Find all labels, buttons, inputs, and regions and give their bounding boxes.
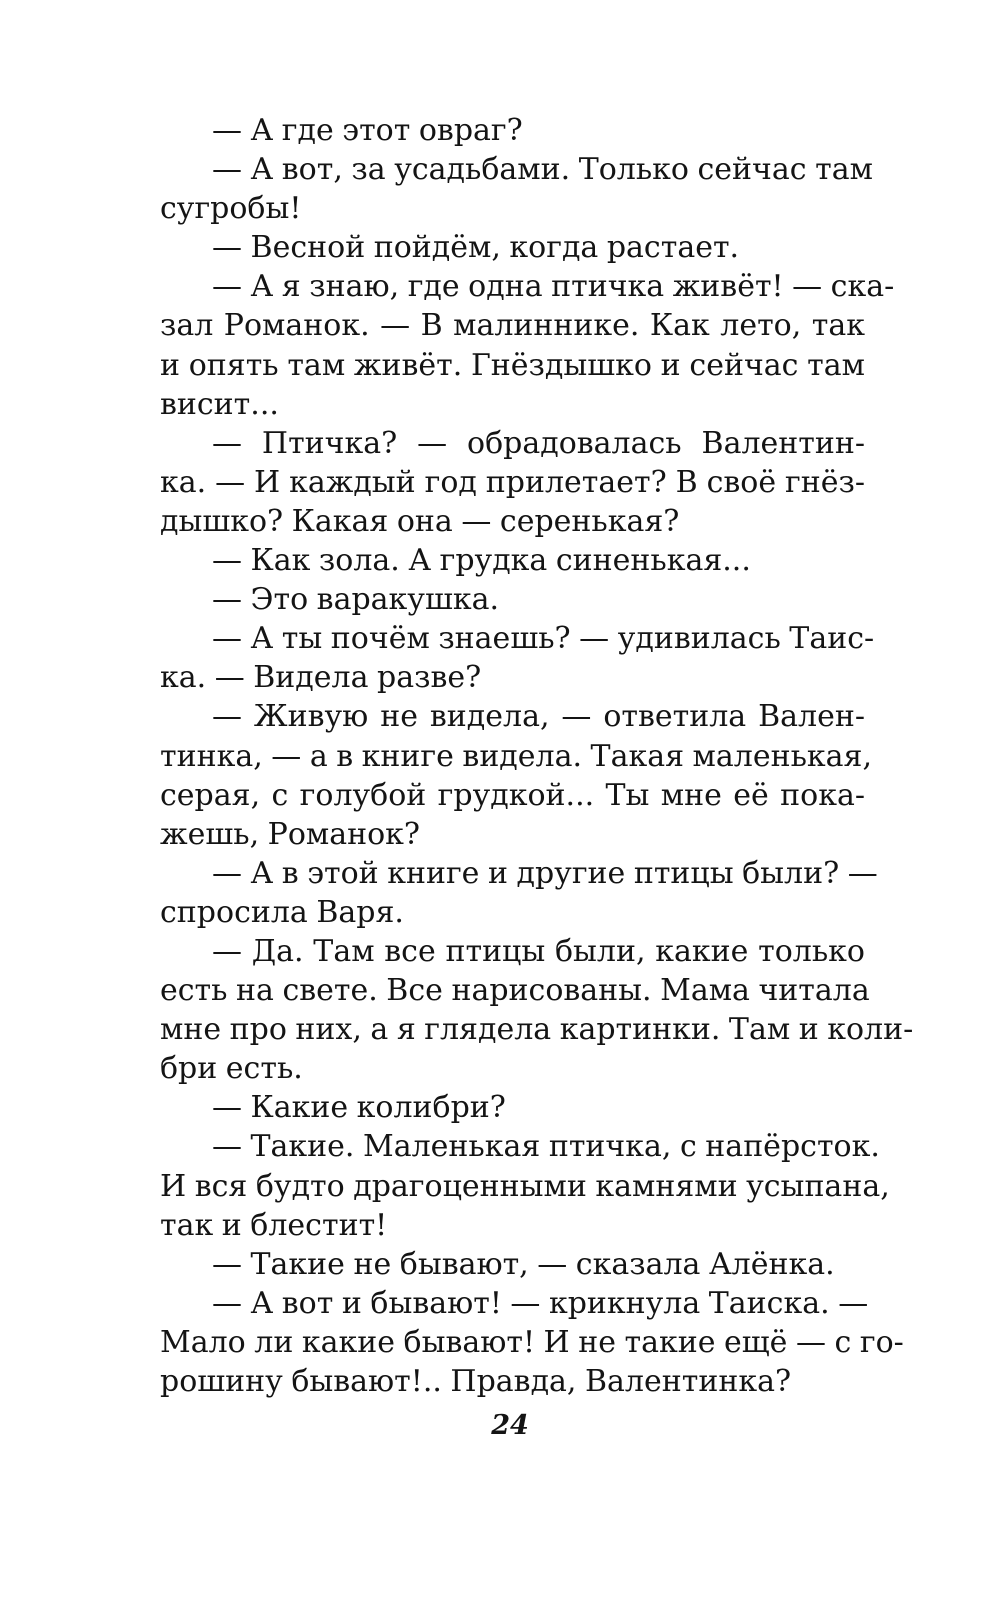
text-line: — А я знаю, где одна птичка живёт! — ска- — [212, 269, 895, 305]
text-line: И вся будто драгоценными камнями усыпана, — [160, 1168, 890, 1204]
text-line: висит... — [160, 386, 279, 422]
text-line: — Живую не видела, — ответила Вален- — [212, 699, 865, 735]
text-line: — Как зола. А грудка синенькая... — [212, 543, 751, 579]
text-line: — Да. Там все птицы были, какие только — [212, 933, 865, 969]
text-line: — Это варакушка. — [212, 582, 500, 618]
text-line: рошину бывают!.. Правда, Валентинка? — [160, 1364, 792, 1399]
text-line: — Птичка? — обрадовалась Валентин- — [212, 425, 865, 461]
text-line: — Весной пойдём, когда растает. — [212, 230, 740, 266]
text-line: серая, с голубой грудкой... Ты мне её пока- — [160, 777, 865, 813]
text-line: так и блестит! — [160, 1207, 388, 1243]
text-line: и опять там живёт. Гнёздышко и сейчас там — [160, 347, 865, 383]
text-line: зал Романок. — В малиннике. Как лето, так — [160, 308, 865, 344]
text-line: дышко? Какая она — серенькая? — [160, 503, 680, 539]
text-line: — Такие не бывают, — сказала Алёнка. — [212, 1246, 835, 1282]
text-line: — А где этот овраг? — [212, 113, 523, 148]
page-body-text — [160, 111, 914, 1401]
text-line: — Какие колибри? — [212, 1090, 506, 1126]
text-line: жешь, Романок? — [160, 816, 421, 852]
text-line: спросила Варя. — [160, 894, 404, 930]
page-number: 24 — [491, 1410, 529, 1441]
text-line: — А в этой книге и другие птицы были? — — [212, 855, 878, 891]
text-line: мне про них, а я глядела картинки. Там и коли- — [160, 1012, 914, 1048]
text-line: тинка, — а в книге видела. Такая маленькая, — [160, 738, 873, 774]
text-line: ка. — Видела разве? — [160, 660, 482, 696]
text-line: — А вот, за усадьбами. Только сейчас там — [212, 152, 873, 188]
text-line: ка. — И каждый год прилетает? В своё гнёз- — [160, 464, 865, 500]
text-line: — А вот и бывают! — крикнула Таиска. — — [212, 1285, 869, 1321]
text-line: есть на свете. Все нарисованы. Мама читала — [160, 973, 870, 1009]
text-line: Мало ли какие бывают! И не такие ещё — с го- — [160, 1324, 904, 1360]
text-line: — А ты почём знаешь? — удивилась Таис- — [212, 621, 875, 657]
text-line: сугробы! — [160, 191, 302, 227]
text-line: бри есть. — [160, 1051, 303, 1087]
text-line: — Такие. Маленькая птичка, с напёрсток. — [212, 1129, 880, 1165]
